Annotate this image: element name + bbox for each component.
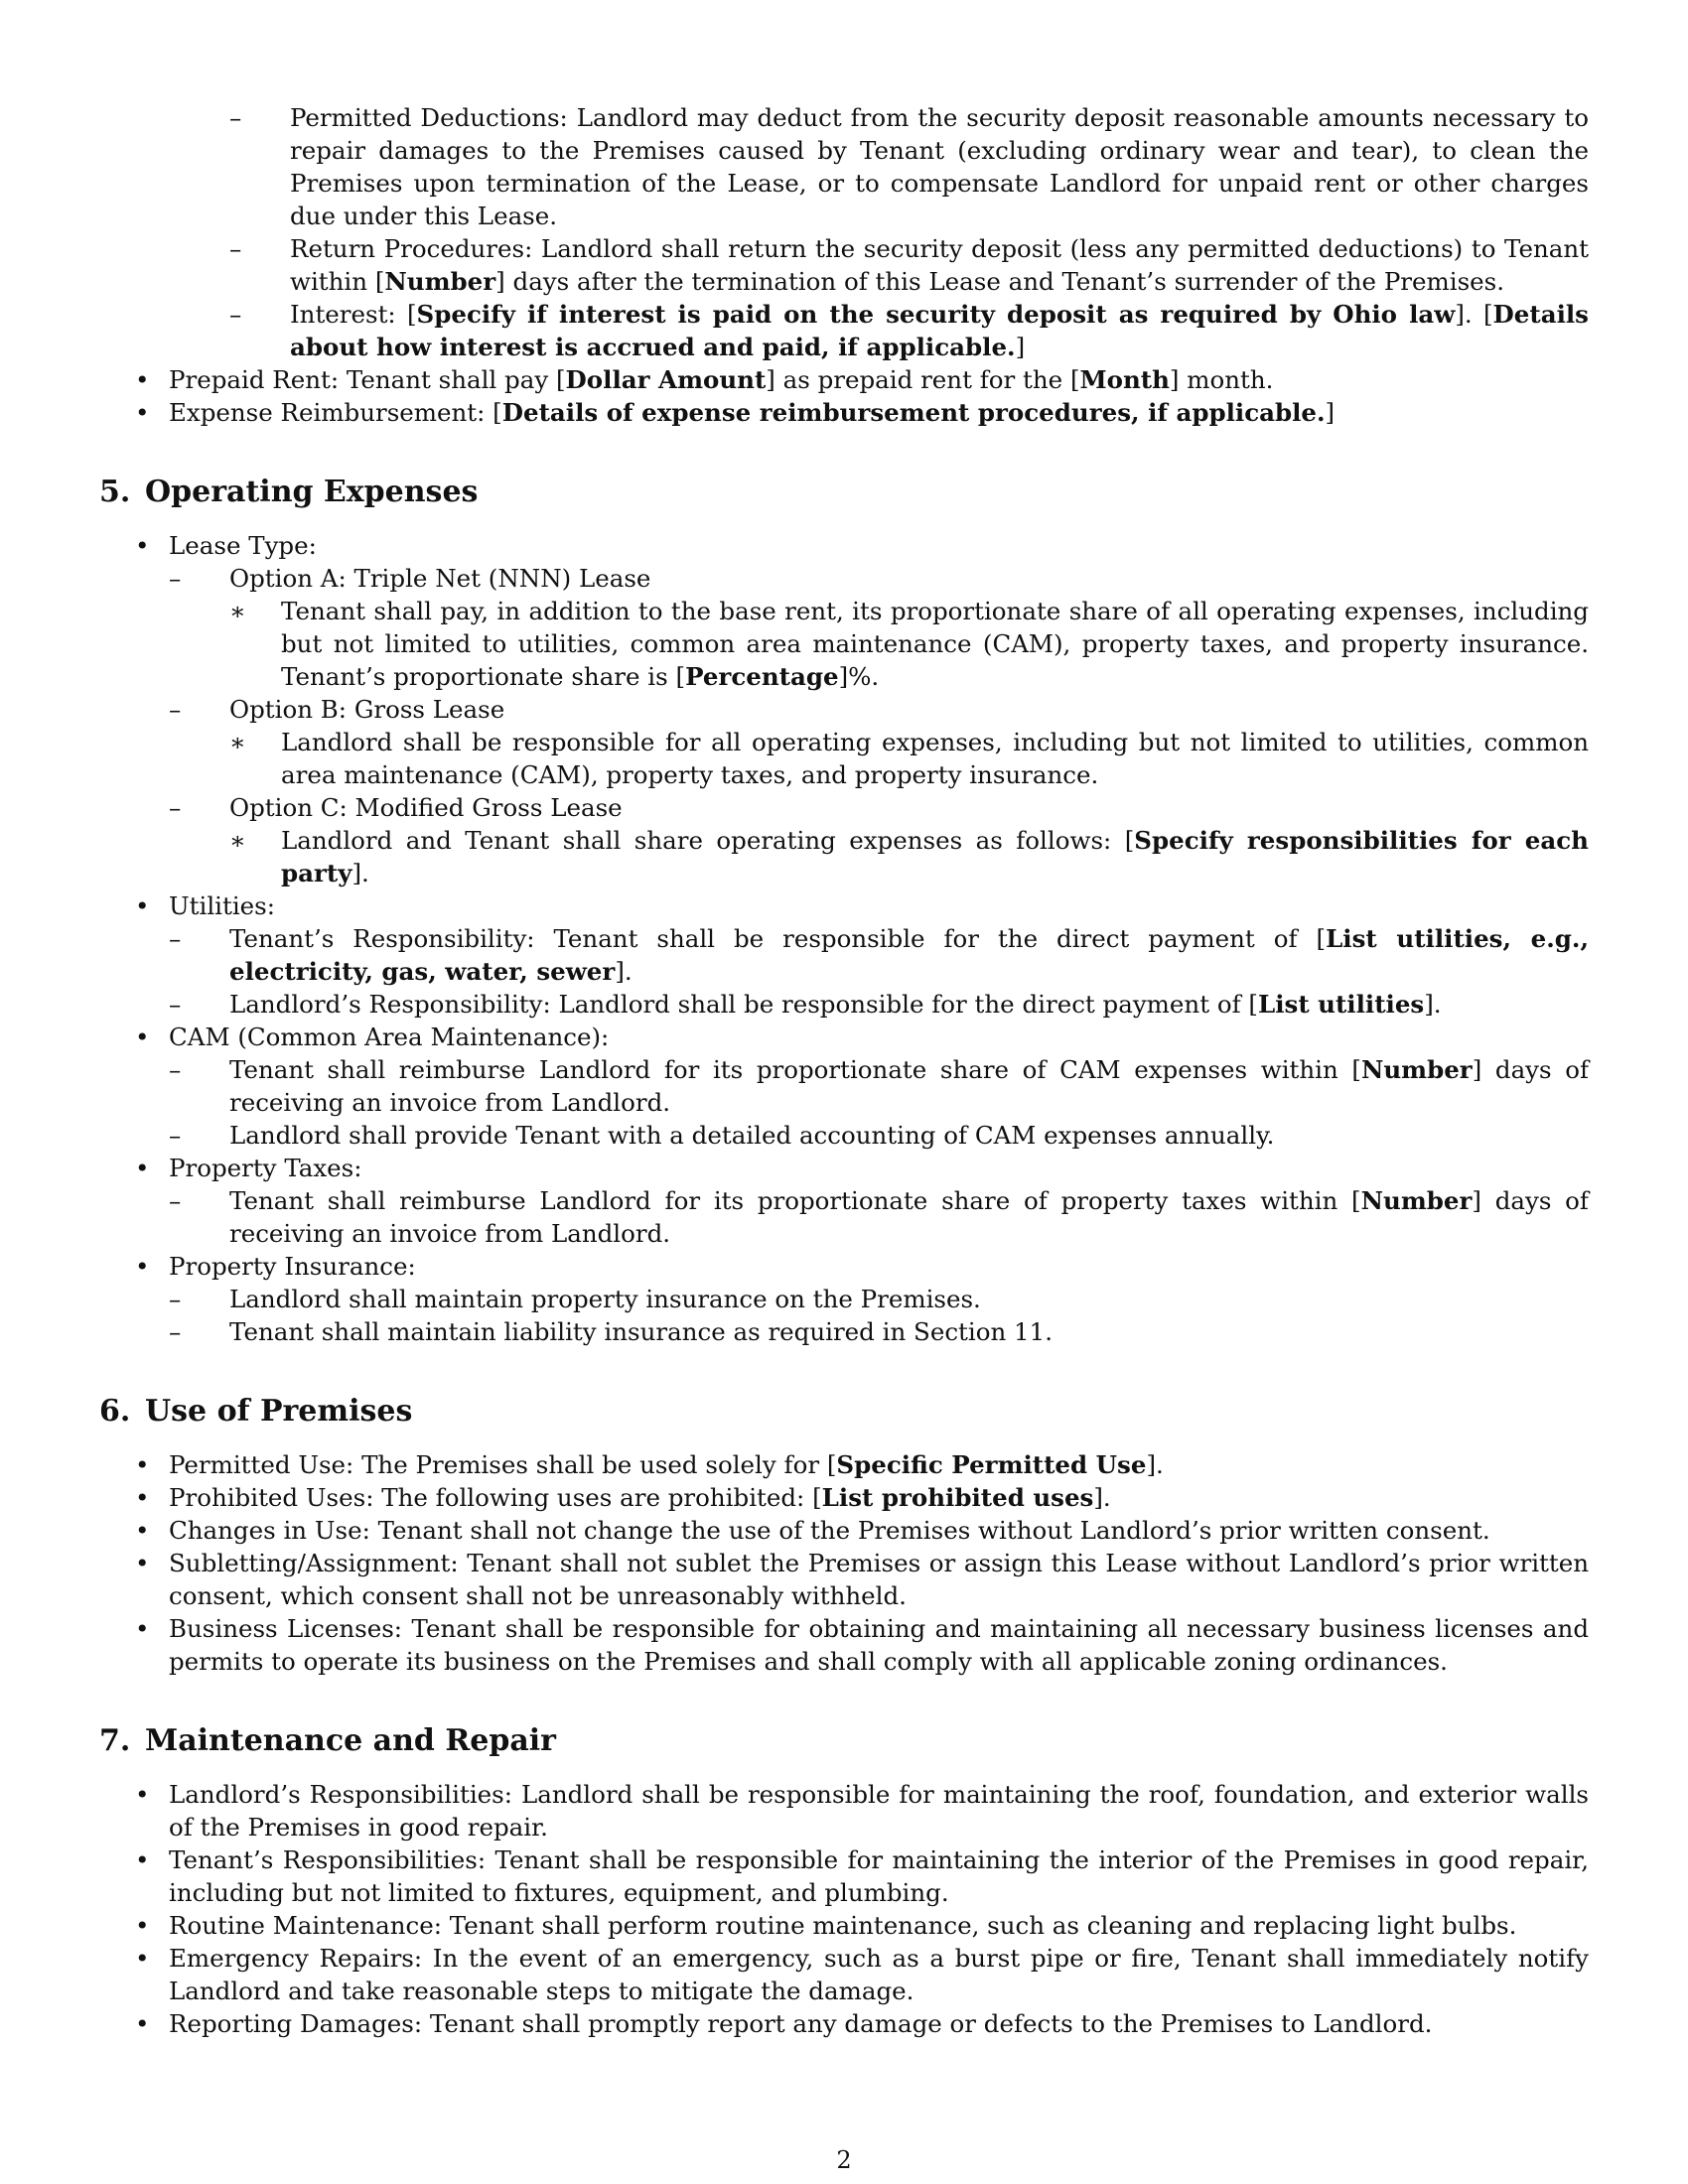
list-item: – Option C: Modified Gross Lease ∗ Landlord and Tenant shall share operating expenses as follows: [Specify responsibilities for each party]. (169, 791, 1589, 889)
list-item: • Reporting Damages: Tenant shall promptly report any damage or defects to the Premises to Landlord. (99, 2007, 1589, 2040)
list-item: • Emergency Repairs: In the event of an emergency, such as a burst pipe or fire, Tenant shall immediately notify Landlord and take reasonable steps to mitigate the damage. (99, 1942, 1589, 2007)
list-item: – Landlord’s Responsibility: Landlord shall be responsible for the direct payment of [List utilities]. (169, 988, 1589, 1021)
section6-list (99, 1448, 1589, 1678)
deposit-sublist (99, 101, 1589, 363)
list-item: ∗ Tenant shall pay, in addition to the base rent, its proportionate share of all operating expenses, including but not limited to utilities, common area maintenance (CAM), property taxes, and property insurance. Tenant’s proportionate share is [Percentage]%. (229, 595, 1589, 693)
list-item: – Return Procedures: Landlord shall return the security deposit (less any permitted deductions) to Tenant within [Number] days after the termination of this Lease and Tenant’s surrender of the Premises. (229, 232, 1589, 298)
section7-list (99, 1778, 1589, 2040)
list-item: • CAM (Common Area Maintenance): – Tenant shall reimburse Landlord for its proportionate share of CAM expenses within [Number] days of receiving an invoice from Landlord. – Landlord shall provide Tenant with a detailed accounting of CAM expenses annually. (99, 1021, 1589, 1152)
list-item: • Property Taxes: – Tenant shall reimburse Landlord for its proportionate share of property taxes within [Number] days of receiving an invoice from Landlord. (99, 1152, 1589, 1250)
list-item: • Business Licenses: Tenant shall be responsible for obtaining and maintaining all necessary business licenses and permits to operate its business on the Premises and shall comply with all applicable zoning ordinances. (99, 1612, 1589, 1678)
list-item: ∗ Landlord shall be responsible for all operating expenses, including but not limited to utilities, common area maintenance (CAM), property taxes, and property insurance. (229, 726, 1589, 791)
list-item: • Landlord’s Responsibilities: Landlord shall be responsible for maintaining the roof, foundation, and exterior walls of the Premises in good repair. (99, 1778, 1589, 1843)
list-item: • Changes in Use: Tenant shall not change the use of the Premises without Landlord’s prior written consent. (99, 1514, 1589, 1547)
list-item: • Prohibited Uses: The following uses are prohibited: [List prohibited uses]. (99, 1481, 1589, 1514)
list-item: – Option A: Triple Net (NNN) Lease ∗ Tenant shall pay, in addition to the base rent, its proportionate share of all operating expenses, including but not limited to utilities, common area maintenance (CAM), property taxes, and property insurance. Tenant’s proportionate share is [Percentage]%. (169, 562, 1589, 693)
list-item: • Routine Maintenance: Tenant shall perform routine maintenance, such as cleaning and replacing light bulbs. (99, 1909, 1589, 1942)
section-heading: 5. Operating Expenses (99, 475, 479, 509)
list-item: • Lease Type: – Option A: Triple Net (NNN) Lease ∗ Tenant shall pay, in addition to the base rent, its proportionate share of all operating expenses, including but not limited to utilities, common area maintenance (CAM), property taxes, and property insurance. Tenant’s proportionate share is [Percentage]%. – Option B: Gross Lease ∗ Landlord shall be responsible for all operating expenses, including but not limited to utilities, common area maintenance (CAM), property taxes, and property insurance. – Option C: Modified Gross Lease ∗ Landlord and Tenant shall share operating expenses as follows: [Specify responsibilities for each party]. (99, 529, 1589, 889)
list-item: • Property Insurance: – Landlord shall maintain property insurance on the Premises. – Tenant shall maintain liability insurance as required in Section 11. (99, 1250, 1589, 1348)
list-item: • Tenant’s Responsibilities: Tenant shall be responsible for maintaining the interior of the Premises in good repair, including but not limited to fixtures, equipment, and plumbing. (99, 1843, 1589, 1909)
list-item: • Utilities: – Tenant’s Responsibility: Tenant shall be responsible for the direct payment of [List utilities, e.g., electricity, gas, water, sewer]. – Landlord’s Responsibility: Landlord shall be responsible for the direct payment of [List utilities]. (99, 889, 1589, 1021)
list-item: – Tenant shall reimburse Landlord for its proportionate share of property taxes within [Number] days of receiving an invoice from Landlord. (169, 1184, 1589, 1250)
section-heading: 7. Maintenance and Repair (99, 1723, 556, 1758)
list-item: • Subletting/Assignment: Tenant shall not sublet the Premises or assign this Lease without Landlord’s prior written consent, which consent shall not be unreasonably withheld. (99, 1547, 1589, 1612)
list-item: • Prepaid Rent: Tenant shall pay [Dollar Amount] as prepaid rent for the [Month] month. (99, 363, 1589, 396)
section5-list (99, 529, 1589, 1348)
list-item: • Expense Reimbursement: [Details of expense reimbursement procedures, if applicable.] (99, 396, 1589, 429)
list-item: – Landlord shall provide Tenant with a detailed accounting of CAM expenses annually. (169, 1119, 1589, 1152)
section4-tail-list (99, 363, 1589, 429)
list-item: – Tenant’s Responsibility: Tenant shall be responsible for the direct payment of [List utilities, e.g., electricity, gas, water, sewer]. (169, 922, 1589, 988)
list-item: – Landlord shall maintain property insurance on the Premises. (169, 1283, 1589, 1315)
section-heading: 6. Use of Premises (99, 1394, 413, 1429)
list-item: ∗ Landlord and Tenant shall share operating expenses as follows: [Specify responsibilities for each party]. (229, 824, 1589, 889)
page-content (99, 101, 1589, 2040)
list-item: – Interest: [Specify if interest is paid on the security deposit as required by Ohio law]. [Details about how interest is accrued and paid, if applicable.] (229, 298, 1589, 363)
list-item: – Option B: Gross Lease ∗ Landlord shall be responsible for all operating expenses, including but not limited to utilities, common area maintenance (CAM), property taxes, and property insurance. (169, 693, 1589, 791)
list-item: – Tenant shall reimburse Landlord for its proportionate share of CAM expenses within [Number] days of receiving an invoice from Landlord. (169, 1053, 1589, 1119)
list-item: – Tenant shall maintain liability insurance as required in Section 11. (169, 1315, 1589, 1348)
list-item: • Permitted Use: The Premises shall be used solely for [Specific Permitted Use]. (99, 1448, 1589, 1481)
list-item: – Permitted Deductions: Landlord may deduct from the security deposit reasonable amounts necessary to repair damages to the Premises caused by Tenant (excluding ordinary wear and tear), to clean the Premises upon termination of the Lease, or to compensate Landlord for unpaid rent or other charges due under this Lease. (229, 101, 1589, 232)
page-number: 2 (836, 2146, 852, 2174)
